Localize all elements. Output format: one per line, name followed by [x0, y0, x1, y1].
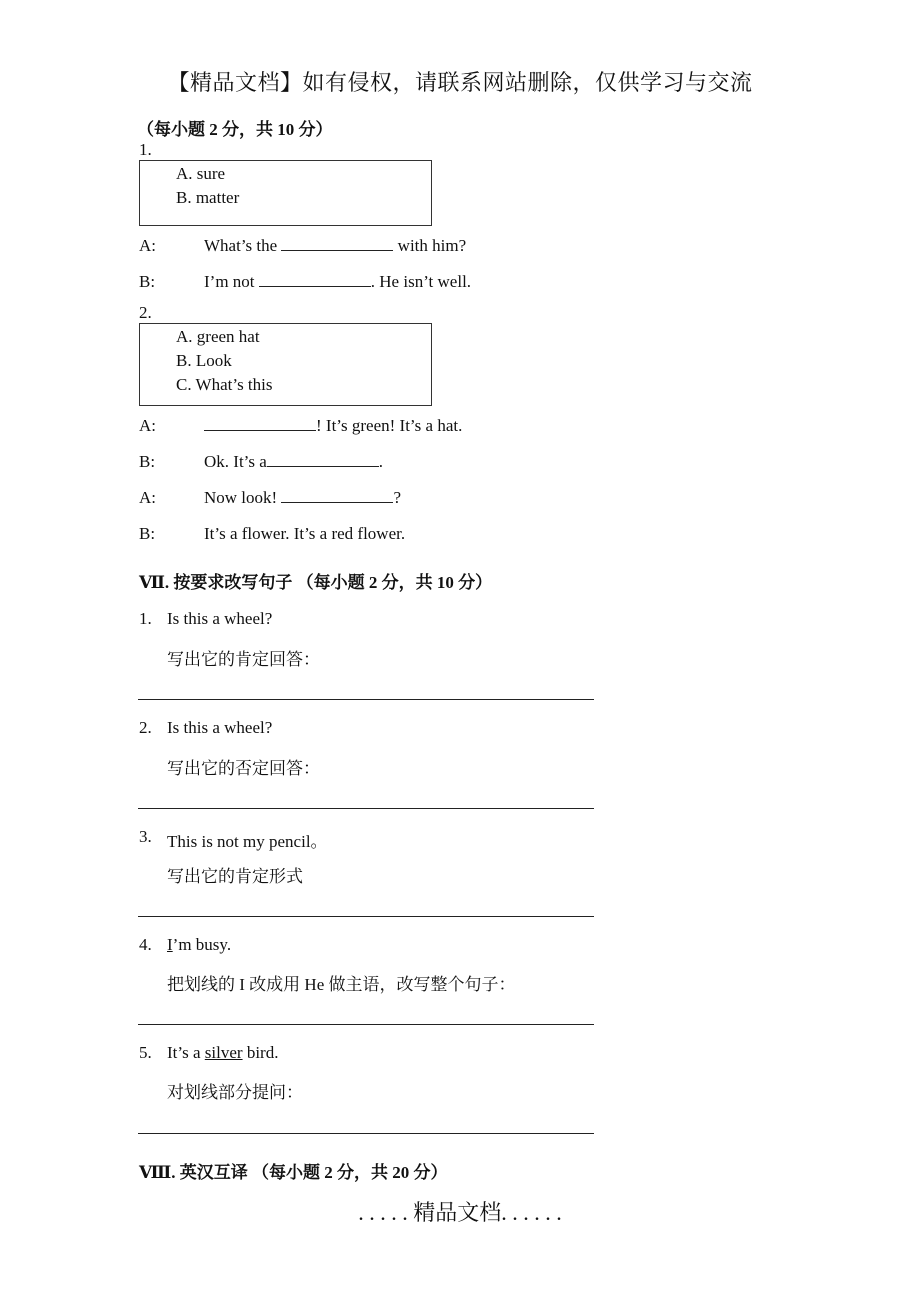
- q2-option-a: A. green hat: [176, 327, 260, 346]
- q1-option-a: A. sure: [176, 164, 226, 183]
- rewrite-item-3-answer-line[interactable]: [138, 916, 594, 917]
- q2-blank-2[interactable]: [267, 452, 379, 467]
- rewrite-item-5-number: 5.: [139, 1043, 152, 1062]
- rewrite-item-1-instruction: 写出它的肯定回答：: [167, 650, 320, 669]
- q2-line1-speaker: A:: [139, 416, 156, 435]
- header-banner: 【精品文档】如有侵权，请联系网站删除，仅供学习与交流: [167, 70, 753, 95]
- q2-number: 2.: [139, 303, 152, 322]
- q2-line3-text: Now look! ?: [204, 488, 401, 507]
- rewrite-item-2-sentence: Is this a wheel?: [167, 718, 273, 737]
- rewrite-item-1-answer-line[interactable]: [138, 699, 594, 700]
- rewrite-item-5-instruction: 对划线部分提问：: [167, 1083, 303, 1102]
- q2-line3-speaker: A:: [139, 488, 156, 507]
- rewrite-item-4-sentence: I’m busy.: [167, 935, 232, 954]
- q1-line1-speaker: A:: [139, 236, 156, 255]
- rewrite-item-5-underlined-word: silver: [204, 1043, 243, 1062]
- q2-line1-text: ! It’s green! It’s a hat.: [204, 416, 462, 436]
- q2-option-b: B. Look: [176, 351, 232, 370]
- q1-line2-text: I’m not . He isn’t well.: [204, 272, 472, 291]
- q2-blank-1[interactable]: [204, 416, 316, 431]
- q1-blank-2[interactable]: [259, 272, 371, 287]
- rewrite-item-1-sentence: Is this a wheel?: [167, 609, 273, 628]
- q2-blank-3[interactable]: [281, 488, 393, 503]
- rewrite-item-1-number: 1.: [139, 609, 152, 628]
- rewrite-item-4-instruction: 把划线的 I 改成用 He 做主语，改写整个句子：: [167, 975, 516, 994]
- rewrite-item-2-answer-line[interactable]: [138, 808, 594, 809]
- q1-blank-1[interactable]: [281, 236, 393, 251]
- translate-section-heading: Ⅷ. 英汉互译 （每小题 2 分，共 20 分）: [139, 1163, 448, 1182]
- rewrite-item-4-answer-line[interactable]: [138, 1024, 594, 1025]
- rewrite-item-3-number: 3.: [139, 827, 152, 846]
- rewrite-item-4-number: 4.: [139, 935, 152, 954]
- q2-line4-speaker: B:: [139, 524, 156, 543]
- footer-watermark: . . . . . 精品文档. . . . . .: [358, 1200, 562, 1225]
- rewrite-item-5-sentence: It’s a silver bird.: [167, 1043, 279, 1062]
- rewrite-section-heading: Ⅶ. 按要求改写句子 （每小题 2 分，共 10 分）: [139, 573, 493, 592]
- q1-option-b: B. matter: [176, 188, 240, 207]
- q1-line1-text: What’s the with him?: [204, 236, 467, 255]
- q2-line4-text: It’s a flower. It’s a red flower.: [204, 524, 406, 543]
- q2-option-c: C. What’s this: [176, 375, 273, 394]
- rewrite-item-5-answer-line[interactable]: [138, 1133, 594, 1134]
- q1-number: 1.: [139, 140, 152, 159]
- q1-line2-speaker: B:: [139, 272, 156, 291]
- rewrite-item-2-number: 2.: [139, 718, 152, 737]
- q2-line2-text: Ok. It’s a .: [204, 452, 384, 471]
- rewrite-item-3-instruction: 写出它的肯定形式: [167, 867, 303, 886]
- dialog-score-note: （每小题 2 分，共 10 分）: [137, 120, 333, 139]
- rewrite-item-4-underlined-word: I: [167, 935, 173, 954]
- q2-line2-speaker: B:: [139, 452, 156, 471]
- q2-options-box: [139, 323, 432, 406]
- rewrite-item-3-sentence: This is not my pencil。: [167, 832, 328, 851]
- rewrite-item-2-instruction: 写出它的否定回答：: [167, 759, 320, 778]
- q1-options-box: [139, 160, 432, 226]
